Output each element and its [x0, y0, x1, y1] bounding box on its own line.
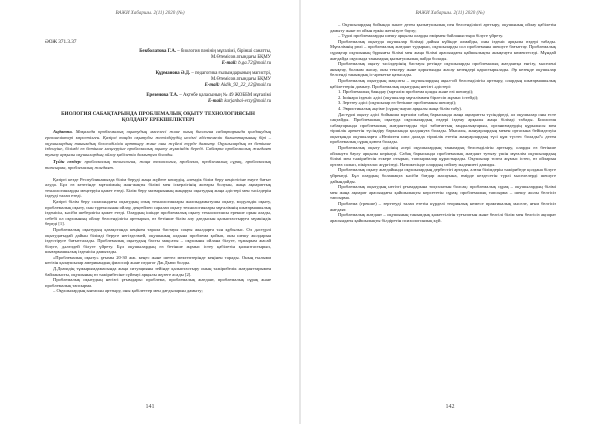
author-affiliation: М.Өтемісов атындағы БҚМУ	[211, 77, 271, 82]
page-number-left: 141	[145, 404, 155, 410]
body-paragraph: Проблемалық жағдаят – оқушының танымдық қажеттілігін туғызатын және белгілі білім мен белгісіз ақпарат арасындағы қайшылықты білдіретін психологиялық күй.	[330, 212, 556, 223]
author-email[interactable]: Aidik_92_22_12@mail.ru	[219, 83, 271, 88]
abstract-label: Аңдатпа.	[53, 129, 73, 135]
running-head-right: ВАЖИ Хабаршы. 2(11) 2020 (№)	[415, 11, 485, 16]
author-affiliation: – педагогика ғылымдарының магистрі,	[191, 71, 271, 76]
body-paragraph: Проблемалық оқыту әдісінің әсері оқушылардың танымдық белсенділігін арттыру, оларды өз бетінше ойлануға баулу арқылы көрінеді. Сабақ барысында проблемалық жағдаят туғызу үшін мұғалім оқушылардың білімі мен тәжірибесін ескере отырып, тапсырмалар құрастырады. Оқушылар топта жұмыс істеп, өз ойларын ортаға салып, пікірталас жүргізеді. Нәтижесінде олардың сөйлеу мәдениеті дамиды.	[330, 145, 556, 167]
body-paragraph: Дәстүрлі оқыту әдісі бойынша мұғалім сабақ барысында жаңа ақпаратты түсіндіреді, ал оқушылар оны есте сақтайды. Проблемалық оқытуда оқушылардың өздері іздену арқылы жаңа білімді табады. Биология сабақтарында проблемалық жағдаяттарды тірі табиғаттың заңдылықтарын, организмдердің құрылысы мен тіршілік әрекетін түсіндіру барысында қолдануға болады. Мысалы, жануарлардың мекен ортасына бейімделуін оқытқанда оқушыларға «Неліктен шөл далада тіршілік ететін жануарлардың түсі құм түстес болады?» деген проблемалық сұрақ қоюға болады.	[330, 111, 556, 145]
list-item: 1. Проблемалық баяндау (мұғалім проблема қояды және өзі шешеді);	[338, 89, 474, 95]
author-name: Бекболатова Г.А.	[139, 49, 176, 54]
author-name: Ерезенова Т.А.	[146, 93, 179, 98]
author-affiliation: – биология пәнінің мұғалімі, бірінші санатты,	[177, 49, 271, 54]
book-spine	[299, 0, 301, 424]
body-paragraph: Қазіргі кезде Республикамызда білім беруді жаңа жүйеге көшудің, әлемдік білім беру кеңістігіне енуге бағыт алуда. Бұл өз кезегінде мұғалімнің жан-жақты білімі мен іскерлігінің жоғары болуын, жаңа ақпараттық технологияларды меңгеруін қажет етеді. Білім беру мазмұнының жаңаруы оқытудың жаңа әдістері мен тәсілдерін іздеуді талап етеді.	[45, 176, 271, 199]
body-paragraph: Проблемалық оқытудың негізгі ұғымдары: проблема, проблемалық жағдаят, проблемалық сұрақ және проблемалық тапсырма.	[45, 277, 271, 288]
author-affiliation: – Ақтөбе қаласының № 49 ЖОББМ мұғалімі	[179, 93, 271, 98]
running-head-left: ВАЖИ Хабаршы. 2(11) 2020 (№)	[115, 11, 185, 16]
author-affiliation: М.Өтемісов атындағы БҚМУ	[211, 55, 271, 60]
page-number-right: 142	[445, 404, 455, 410]
body-paragraph: Проблемалық оқытудың мақсаты – оқушылардың ақыл-ой белсенділігін арттыру, олардың шығармашылық қабілеттерін дамыту. Проблемалық оқытудың негізгі әдістері:	[330, 77, 556, 89]
body-paragraph: «Проблемалық оқыту» ұғымы 20-30 жж. кеңес және шетел мектептерінде кеңінен тарады. Оның ғылыми негізін қалаушылар американдық философ және педагог Дж.Дьюи болды.	[45, 254, 271, 266]
body-paragraph: Проблемалық оқыту тәсілдерінің бастауы ретінде оқушыларды проблемалық жағдаятқа енгізу, мәселені анықтау, болжам жасау, оны тексеру және қорытынды жасау кезеңдері қарастырылады. Әр кезеңде оқушылар белсенді танымдық іс-әрекетке қатысады.	[330, 61, 556, 78]
author-2	[45, 71, 271, 89]
body-paragraph: – Оқушылардың бойында пәнге деген қызығушылық пен белсенділікті арттыру, оқушының ойлау қабілетін дамыту және өз ойын еркін жеткізуге баулу;	[330, 22, 556, 33]
abstract-text: Мақалада проблемалық оқытудың мәселесі және оның биология сабақтарында қолданудың ерекшеліктері көрсетілген. Қазіргі таңда оқытуды жетілдірудің негізгі әдістемелік бағыттарының бірі – оқушылардың танымдық белсенділігін арттыру және оны жүйелі түрде дамыту. Оқушылардың өз бетінше ізденуіне, білімді өз бетінше меңгеруіне проблемалық оқыту мүмкіндік береді. Сабақта проблемалық жағдаят туғызу арқылы оқушылардың ойлау қабілетін дамытуға болады.	[45, 129, 271, 157]
abstract	[45, 129, 271, 157]
author-name: Құрманова Ә.Д.	[155, 71, 191, 76]
email-label: E-mail:	[204, 83, 220, 88]
udc-code: ӘОЖ 371.3.37	[45, 39, 77, 45]
body-paragraph: Проблемалық оқытуда оқушылар білімді дайын күйінде алмайды, оны ізденіс арқылы өздері табады. Мұғалімнің рөлі – проблемалық жағдаят тудырып, оқушыларды сол проблеманы шешуге бағыттау. Проблемалық сұрақтар оқушының бұрынғы білімі мен жаңа білімі арасындағы қайшылықты анықтауға көмектеседі. Мұндай жағдайда оқушыда танымдық қызығушылық пайда болады.	[330, 38, 556, 61]
author-1	[45, 49, 271, 67]
body-paragraph: Проблемалық оқытудың негізгі ұғымдарына тоқталатын болсақ: проблемалық сұрақ – оқушылардың білімі мен жаңа ақпарат арасындағы қайшылықты көрсететін сұрақ; проблемалық тапсырма – шешу жолы белгісіз тапсырма.	[330, 184, 556, 201]
body-paragraph: Проблемалық оқыту жағдайында оқушылардың дербестігі артады, алған білімдерін тәжірибеде қолдана білуге үйренеді. Бұл олардың болашақта кәсіби бағдар жасауына, өмірде кездесетін түрлі мәселелерді шешуге дайындайды.	[330, 167, 556, 184]
article-title: БИОЛОГИЯ САБАҚТАРЫНДА ПРОБЛЕМАЛЫҚ ОҚЫТУ ТЕХНОЛОГИЯСЫН ҚОЛДАНУ ЕРЕКШЕЛІКТЕРІ	[61, 111, 255, 124]
author-email[interactable]: b.ga.72@mail.ru	[237, 61, 271, 66]
list-item: 4. Эвристикалық әңгіме (сұрақ-жауап арқылы жаңа білім табу).	[338, 105, 463, 111]
email-label: E-mail:	[207, 99, 224, 104]
list-item: 3. Зерттеу әдісі (оқушылар өз бетінше проблеманы шешеді);	[338, 100, 457, 106]
body-paragraph: Проблемалық оқытудың қазақстанда кеңінен тарала бастауы соңғы жылдарға тән құбылыс. Ол дәстүрлі оқытудағыдай дайын білімді беруге негізделмей, оқушының алдына проблема қойып, оны шешу жолдарын іздестіруге бағытталады. Проблемалық оқытудың басты мақсаты – оқушыны ойлана білуге, тұжырым жасай білуге, дәлелдей білуге үйрету. Бұл оқушылардың өз бетінше жұмыс істеу қабілетін қалыптастырып, шығармашылық ізденісін дамытады.	[45, 226, 271, 255]
email-label: E-mail:	[221, 61, 237, 66]
authors-block	[45, 49, 271, 105]
keywords-text: проблемалық технология, жаңа технология, проблема, проблемалық сұрақ, проблемалық тапсырма, проблемалық жағдаят.	[45, 159, 271, 170]
list-item: 2. Ішінара ізденіс әдісі (оқушылар мұғаліммен бірлесіп жұмыс істейді);	[338, 94, 479, 100]
body-paragraph: Проблема (грекше) – зерттеуді талап ететін күрделі теориялық немесе практикалық мәселе, яғни белгісіз жағдаят.	[330, 201, 556, 212]
body-paragraph: Д.Дьюидің тұжырымдамасында жаңа ситуацияны зейінде қалыптастыру оның тәжірибелік жағдаяттарымен байланысты, оқушының өз тәжірибесіне сүйенуі арқылы жүзеге асады [2].	[45, 266, 271, 277]
body-paragraph: – Оқушылардың ынтасын арттыру, оны қабілеттер мен дағдыларын дамыту;	[53, 288, 203, 294]
right-column	[330, 22, 556, 223]
body-paragraph: Қазіргі білім беру саласындағы оқытудың озық технологиялары жалпыдамытушы оқыту, модульдік оқыту, проблемалық оқыту, сын тұрғысынан ойлау, деңгейлеп саралап оқыту технологиялары мұғалімнің шығармашылық ізденісін, кәсіби шеберлігін қажет етеді. Олардың ішінде проблемалық оқыту технологиясы ерекше орын алады, себебі ол оқушының ойлау белсенділігін арттырып, өз бетінше білім алу дағдысын қалыптастыруға мүмкіндік береді [1].	[45, 198, 271, 227]
body-paragraph: – Түрлі проблемаларды шешу арқылы оларды өмірмен байланыстыра білуге үйрету.	[338, 33, 504, 39]
left-column	[45, 34, 271, 294]
keywords-label: Түйін сөздер:	[53, 159, 82, 165]
author-3	[45, 93, 271, 105]
author-email[interactable]: karjanbai-erzy@mail.ru	[223, 99, 271, 104]
keywords	[45, 159, 271, 170]
